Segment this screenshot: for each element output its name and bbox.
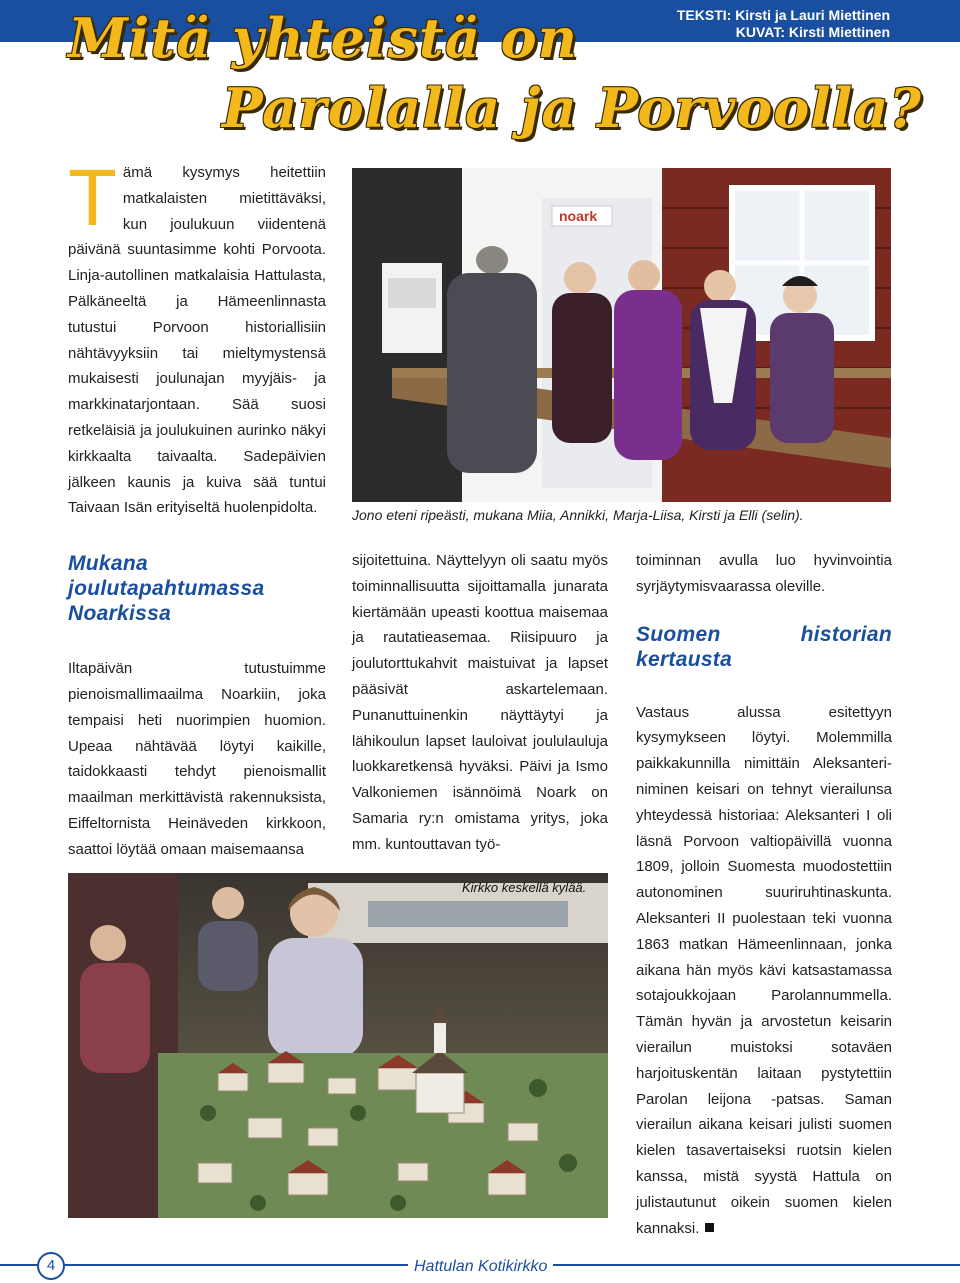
subhead-noark: Mukana joulutapahtumassa Noarkissa	[68, 552, 265, 626]
subhead-history: Suomen historian kertausta	[636, 622, 892, 671]
photo-model-village	[68, 873, 608, 1218]
photo-noark-queue	[352, 168, 891, 502]
column-1	[68, 153, 326, 863]
intro-text: ämä kysymys heitettiin matkalaisten mietittäväksi, kun joulukuun viidentenä päivänä suuntasimme kohti Porvoota. Linja-autollinen matkalaisia Hattulasta, Pälkäneeltä ja Hämeenlinnasta tutustui Porvoon historiallisiin nähtävyyksiin tai mieltymystensä mukaisesti joulunajan myyjäis- ja markkinatarjontaan. Sää suosi retkeläisiä ja joulukuinen aurinko näkyi kirkkaalta taivaalta. Sadepäivien jälkeen kaunis ja kuiva sää tuntui Taivaan Isän erityiseltä huolenpidolta.	[68, 164, 326, 517]
drop-cap: T	[68, 153, 117, 242]
credits	[677, 7, 890, 41]
noark-paragraph-middle: sijoitettuina. Näyttelyyn oli saatu myös toiminnallisuutta sijoittamalla junarata kiertämään upeasti koottua maisemaa ja rautatieasemaa. Riisipuuro ja joulutorttukahvit maistuivat ja lapset pääsivät askartelemaan. Punanuttuinenkin näyttäytyi ja lähikoulun lapset lauloivat joululauluja luokkaretkensä hyväksi. Päivi ja Ismo Valkoniemen isännöimä Noark on Samaria ry:n omistama yritys, joka mm. kuntouttavan työ-	[352, 552, 608, 853]
noark-sign: noark	[559, 208, 598, 224]
magazine-name: Hattulan Kotikirkko	[408, 1258, 553, 1276]
end-mark	[705, 1223, 714, 1232]
noark-paragraph-start: Iltapäivän tutustuimme pienoismallimaailma Noarkiin, joka tempaisi heti nuorimpien huomion. Upeaa nähtävää löytyi kaikille, taidokkaasti tehdyt pienoismallit maailman merkittävistä rakennuksista, Eiffeltornista Heinäveden kirkkoon, saattoi löytää omaan maisemaansa	[68, 660, 326, 858]
history-text: Vastaus alussa esitettyyn kysymykseen löytyi. Molemmilla paikkakunnilla nimittäin Aleksanteri-niminen keisari on tehnyt vierailunsa yhteydessä historiaa: Aleksanteri I oli läsnä Porvoon valtiopäivillä vuonna 1809, jolloin Suomesta muodostettiin autonominen suuriruhtinaskunta. Aleksanteri II puolestaan teki vuonna 1863 matkan Hämeenlinnaan, jonka aikana hän myös kävi katsastamassa sotajoukkojaan Parolannummella. Tämän hyvän ja arvostetun keisarin vierailun muistoksi sotaväen harjoituskentän laitaan pystytettiin Parolan leijona -patsas. Saman vierailun aikana keisari julisti suomen kielen tasavertaiseksi ruotsin kielen kanssa, mistä syystä Hattula on julistautunut oikein suomen kielen kannaksi.	[636, 703, 892, 1237]
credits-text: TEKSTI: Kirsti ja Lauri Miettinen	[676, 7, 890, 23]
history-paragraph	[636, 700, 892, 1242]
page-number: 4	[37, 1252, 65, 1280]
title-line-2: Parolalla ja Porvoolla?	[222, 76, 922, 140]
caption-model-village: Kirkko keskellä kylää.	[462, 880, 587, 895]
title-line-1: Mitä yhteistä on	[68, 6, 578, 70]
column-2	[352, 548, 608, 858]
caption-noark-queue: Jono eteni ripeästi, mukana Miia, Annikki, Marja-Liisa, Kirsti ja Elli (selin).	[352, 507, 804, 523]
credits-photos: KUVAT: Kirsti Miettinen	[735, 24, 890, 40]
intro-paragraph	[68, 153, 326, 521]
noark-paragraph-end: toiminnan avulla luo hyvinvointia syrjäytymisvaarassa oleville.	[636, 552, 892, 595]
column-3	[636, 548, 892, 1241]
